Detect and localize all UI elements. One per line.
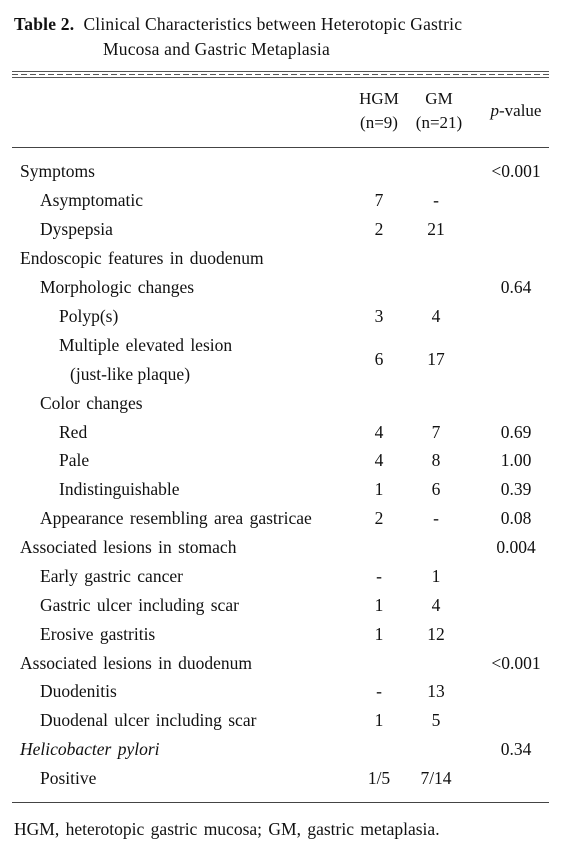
column-header-p-value [476, 99, 556, 123]
row-hgm: 2 [374, 219, 384, 239]
row-label: Pale [59, 450, 90, 470]
row-hgm: 2 [374, 508, 384, 528]
table-row [0, 562, 563, 591]
row-p-value: 0.34 [500, 739, 532, 759]
row-label: Morphologic changes [40, 277, 195, 297]
row-hgm: 7 [374, 190, 384, 210]
bottom-rule [12, 802, 549, 803]
column-header-gm-label: GM [425, 89, 453, 108]
row-gm: 17 [427, 349, 445, 369]
row-gm: 12 [427, 624, 445, 644]
row-p-value: 0.08 [500, 508, 532, 528]
table-row [0, 591, 563, 620]
column-header-gm [408, 87, 470, 135]
table-row [0, 418, 563, 447]
row-label: Gastric ulcer including scar [40, 595, 239, 615]
row-p-value: 0.69 [500, 422, 532, 442]
row-hgm: 4 [374, 450, 384, 470]
row-label: Early gastric cancer [40, 566, 183, 586]
top-double-rule [12, 71, 549, 78]
row-gm: 13 [427, 681, 445, 701]
row-label: Erosive gastritis [40, 624, 156, 644]
table-number: Table 2. [14, 14, 75, 34]
row-hgm: - [376, 681, 382, 701]
row-p-value: 1.00 [500, 450, 532, 470]
column-header-gm-n: (n=21) [415, 113, 463, 132]
row-label: Associated lesions in stomach [20, 537, 237, 557]
column-header-p-italic: p [490, 101, 499, 120]
row-p-value: 0.004 [496, 537, 536, 557]
row-hgm: - [376, 566, 382, 586]
table-footnote: HGM, heterotopic gastric mucosa; GM, gastric metaplasia. [14, 819, 440, 839]
row-gm: 5 [431, 710, 441, 730]
column-header-hgm-label: HGM [359, 89, 399, 108]
row-label: Polyp(s) [59, 306, 119, 326]
column-header-hgm [352, 87, 406, 135]
table-row [0, 302, 563, 331]
row-label: Indistinguishable [59, 479, 180, 499]
table-title-line1: Clinical Characteristics between Heterotopic Gastric [83, 14, 463, 34]
row-p-value: 0.64 [500, 277, 532, 297]
table-row [0, 244, 563, 273]
row-p-value: 0.39 [500, 479, 532, 499]
table-row [0, 389, 563, 418]
row-label: Symptoms [20, 161, 95, 181]
row-gm: 1 [431, 566, 441, 586]
table-row [0, 706, 563, 735]
row-label: Dyspepsia [40, 219, 113, 239]
table-row [0, 504, 563, 533]
row-label: Red [59, 422, 88, 442]
row-label: Multiple elevated lesion [59, 335, 233, 355]
table-row [0, 620, 563, 649]
row-gm: 7/14 [420, 768, 452, 788]
column-header-p-rest: -value [499, 101, 542, 120]
row-gm: - [433, 190, 439, 210]
row-gm: 4 [431, 595, 441, 615]
row-label: Positive [40, 768, 97, 788]
table-row [0, 157, 563, 186]
row-hgm: 6 [374, 349, 384, 369]
table-row [0, 735, 563, 764]
table-title-line2: Mucosa and Gastric Metaplasia [103, 39, 330, 59]
row-hgm: 3 [374, 306, 384, 326]
row-p-value: <0.001 [491, 653, 541, 673]
row-gm: 21 [427, 219, 445, 239]
table-row [0, 533, 563, 562]
table-row [0, 764, 563, 793]
row-gm: 4 [431, 306, 441, 326]
table-row [0, 273, 563, 302]
row-label: Color changes [40, 393, 143, 413]
row-hgm: 4 [374, 422, 384, 442]
column-header-hgm-n: (n=9) [360, 113, 398, 132]
row-hgm: 1/5 [367, 768, 391, 788]
row-label: Associated lesions in duodenum [20, 653, 253, 673]
table-row [0, 649, 563, 678]
header-rule [12, 147, 549, 148]
row-hgm: 1 [374, 710, 384, 730]
row-hgm: 1 [374, 595, 384, 615]
table-row [0, 475, 563, 504]
table-title [14, 12, 554, 62]
row-label: Duodenitis [40, 681, 117, 701]
table-row [0, 677, 563, 706]
row-gm: 8 [431, 450, 441, 470]
row-gm: 7 [431, 422, 441, 442]
row-label: Duodenal ulcer including scar [40, 710, 257, 730]
row-label: Asymptomatic [40, 190, 144, 210]
table-row [0, 215, 563, 244]
row-p-value: <0.001 [491, 161, 541, 181]
row-label: Appearance resembling area gastricae [40, 508, 312, 528]
table-row [0, 446, 563, 475]
row-gm: 6 [431, 479, 441, 499]
table-row [0, 186, 563, 215]
row-label-continued: (just-like plaque) [70, 364, 191, 384]
row-hgm: 1 [374, 479, 384, 499]
row-label: Helicobacter pylori [20, 739, 160, 759]
row-hgm: 1 [374, 624, 384, 644]
table-row [0, 331, 563, 389]
row-label: Endoscopic features in duodenum [20, 248, 264, 268]
row-gm: - [433, 508, 439, 528]
